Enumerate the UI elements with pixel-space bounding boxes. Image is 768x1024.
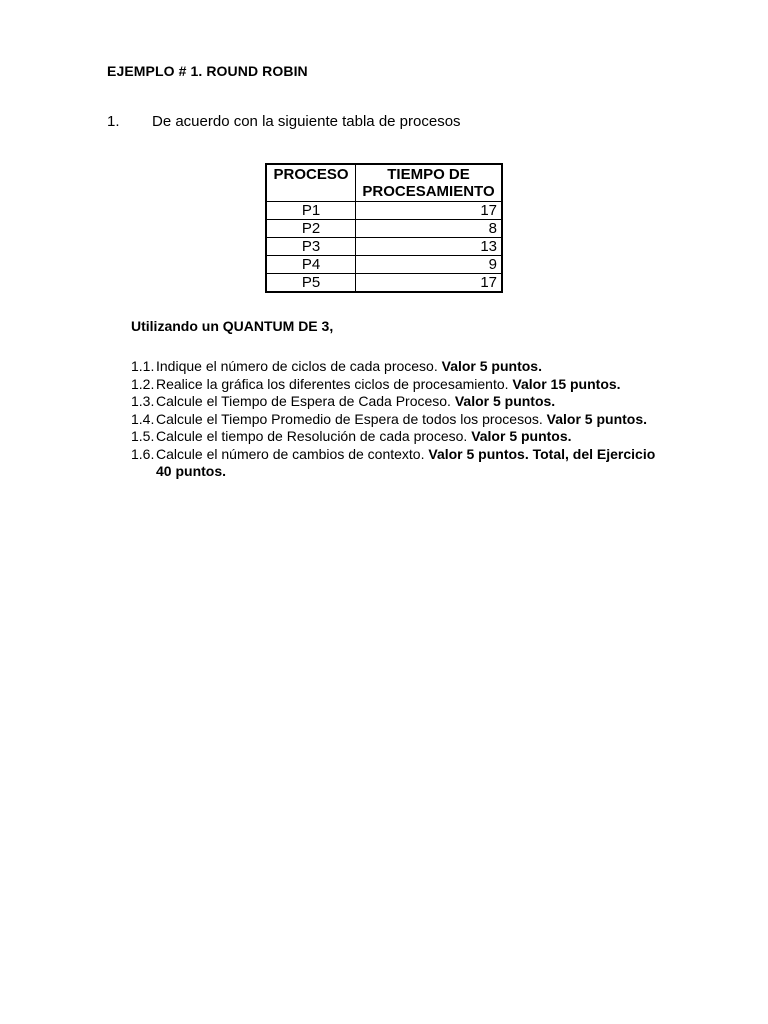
list-item xyxy=(131,446,671,481)
task-text-wrap xyxy=(156,358,542,376)
task-text-wrap xyxy=(156,411,647,429)
task-text: Calcule el número de cambios de contexto. xyxy=(156,445,429,462)
cell-tiempo: 13 xyxy=(356,238,503,256)
cell-proceso: P3 xyxy=(266,238,356,256)
cell-tiempo: 8 xyxy=(356,220,503,238)
task-list xyxy=(131,358,671,481)
table-row xyxy=(266,274,502,293)
task-points: Valor 5 puntos. xyxy=(471,428,572,444)
task-number: 1.4. xyxy=(131,410,155,427)
table-row xyxy=(266,202,502,220)
task-number: 1.2. xyxy=(131,375,155,392)
table-header-row xyxy=(266,164,502,202)
cell-proceso: P2 xyxy=(266,220,356,238)
task-number: 1.3. xyxy=(131,393,155,409)
task-number: 1.6. xyxy=(131,445,155,462)
cell-tiempo: 9 xyxy=(356,256,503,274)
intro-number: 1. xyxy=(107,113,120,130)
quantum-heading: Utilizando un QUANTUM DE 3, xyxy=(131,318,334,334)
list-item xyxy=(131,358,671,376)
task-number: 1.1. xyxy=(131,358,155,374)
cell-tiempo: 17 xyxy=(356,202,503,220)
list-item xyxy=(131,393,671,411)
intro-line xyxy=(107,113,461,130)
task-text: Calcule el Tiempo de Espera de Cada Proceso. xyxy=(156,393,455,409)
table-row xyxy=(266,220,502,238)
table-row xyxy=(266,238,502,256)
cell-proceso: P4 xyxy=(266,256,356,274)
list-item xyxy=(131,411,671,429)
task-number: 1.5. xyxy=(131,428,155,444)
document-title: EJEMPLO # 1. ROUND ROBIN xyxy=(107,63,308,79)
task-text: Realice la gráfica los diferentes ciclos de procesamiento. xyxy=(156,375,513,392)
process-table xyxy=(265,163,503,293)
intro-text: De acuerdo con la siguiente tabla de procesos xyxy=(152,113,461,130)
task-points: Valor 5 puntos. xyxy=(454,393,556,409)
task-points: Valor 15 puntos. xyxy=(512,375,621,392)
cell-tiempo: 17 xyxy=(356,274,503,293)
list-item xyxy=(131,428,671,446)
cell-proceso: P1 xyxy=(266,202,356,220)
table-row xyxy=(266,256,502,274)
task-text-wrap xyxy=(156,393,555,411)
task-text-wrap xyxy=(156,428,572,446)
task-text: Calcule el tiempo de Resolución de cada proceso. xyxy=(156,428,472,444)
list-item xyxy=(131,376,671,394)
task-points: Valor 5 puntos. xyxy=(546,410,648,427)
task-points: Valor 5 puntos. Total, del Ejercicio 40 puntos. xyxy=(156,445,656,479)
task-text: Calcule el Tiempo Promedio de Espera de todos los procesos. xyxy=(156,410,547,427)
cell-proceso: P5 xyxy=(266,274,356,293)
task-points: Valor 5 puntos. xyxy=(441,358,542,374)
header-proceso: PROCESO xyxy=(266,164,356,202)
header-tiempo: TIEMPO DE PROCESAMIENTO xyxy=(356,164,503,202)
task-text-wrap xyxy=(156,376,621,394)
task-text: Indique el número de ciclos de cada proceso. xyxy=(156,358,442,374)
task-text-wrap xyxy=(156,446,671,481)
